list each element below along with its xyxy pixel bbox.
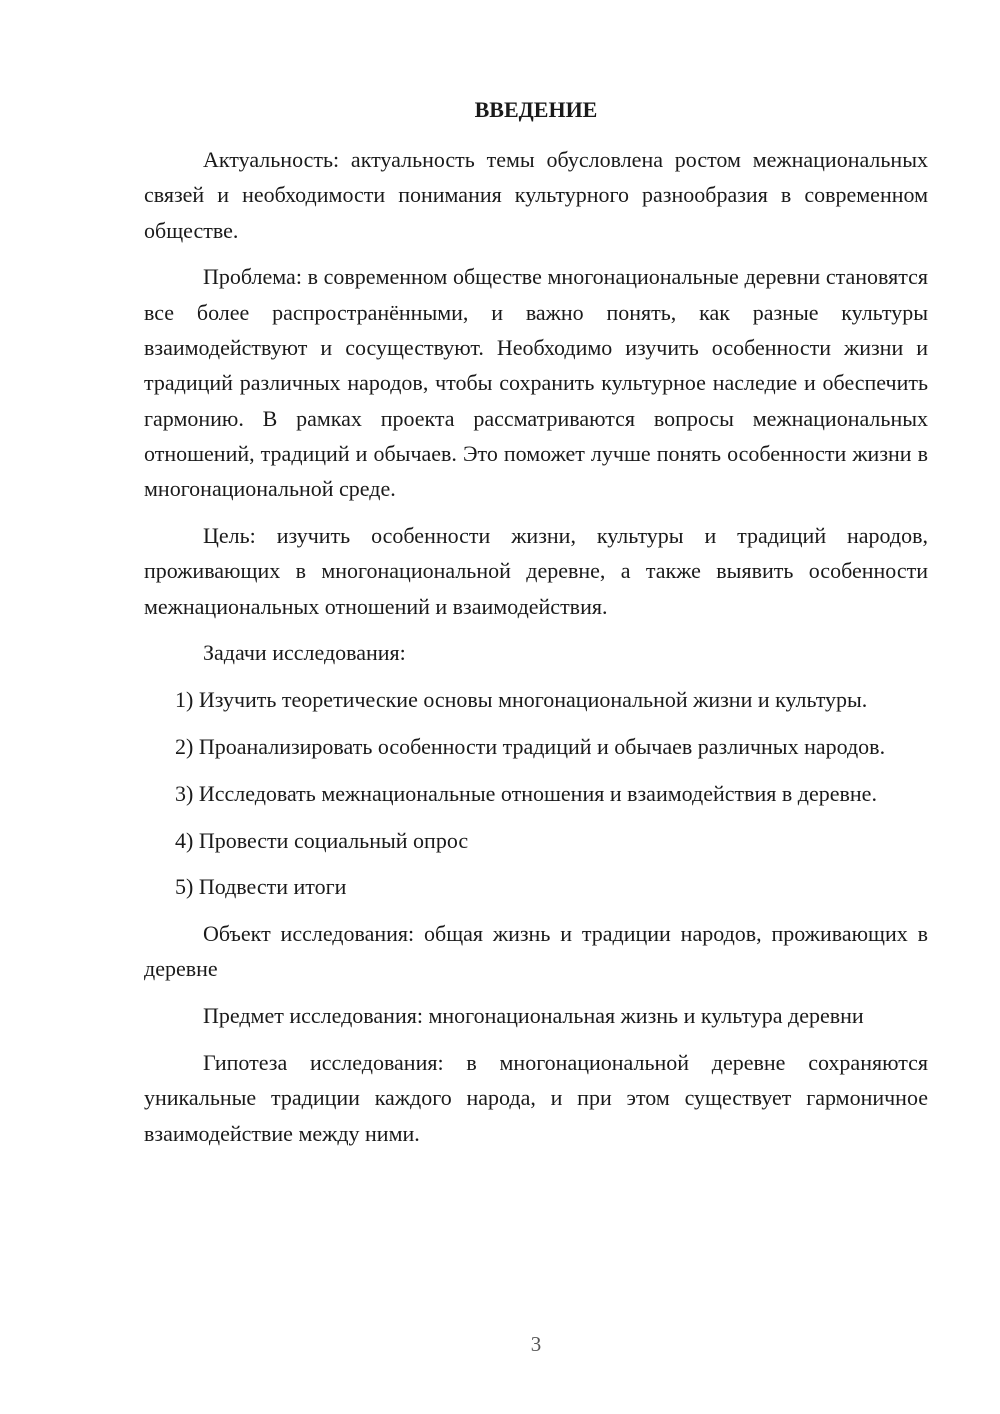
- relevance-paragraph: Актуальность: актуальность темы обусловлена ростом межнациональных связей и необходимости понимания культурного разнообразия в современном обществе.: [144, 147, 928, 243]
- document-page: [144, 92, 928, 1151]
- section-title: ВВЕДЕНИЕ: [474, 97, 598, 122]
- page-number: 3: [530, 1332, 542, 1356]
- task-item-2: 2) Проанализировать особенности традиций и обычаев различных народов.: [175, 733, 886, 759]
- object-paragraph: Объект исследования: общая жизнь и традиции народов, проживающих в деревне: [144, 921, 928, 982]
- problem-paragraph: Проблема: в современном обществе многонациональные деревни становятся все более распространёнными, и важно понять, как разные культуры взаимодействуют и сосуществуют. Необходимо изучить особенности жизни и традиций различных народов, чтобы сохранить культурное наследие и обеспечить гармонию. В рамках проекта рассматриваются вопросы межнациональных отношений, традиций и обычаев. Это поможет лучше понять особенности жизни в многонациональной среде.: [144, 264, 928, 502]
- task-item-1: 1) Изучить теоретические основы многонациональной жизни и культуры.: [175, 687, 868, 713]
- task-item-4: 4) Провести социальный опрос: [175, 827, 469, 853]
- tasks-heading: Задачи исследования:: [203, 640, 406, 666]
- hypothesis-paragraph: Гипотеза исследования: в многонациональной деревне сохраняются уникальные традиции каждого народа, и при этом существует гармоничное взаимодействие между ними.: [144, 1050, 928, 1146]
- task-item-3: 3) Исследовать межнациональные отношения и взаимодействия в деревне.: [175, 780, 877, 806]
- task-item-5: 5) Подвести итоги: [175, 874, 347, 900]
- goal-paragraph: Цель: изучить особенности жизни, культуры и традиций народов, проживающих в многонациональной деревне, а также выявить особенности межнациональных отношений и взаимодействия.: [144, 522, 928, 619]
- subject-paragraph: Предмет исследования: многонациональная жизнь и культура деревни: [203, 1003, 864, 1029]
